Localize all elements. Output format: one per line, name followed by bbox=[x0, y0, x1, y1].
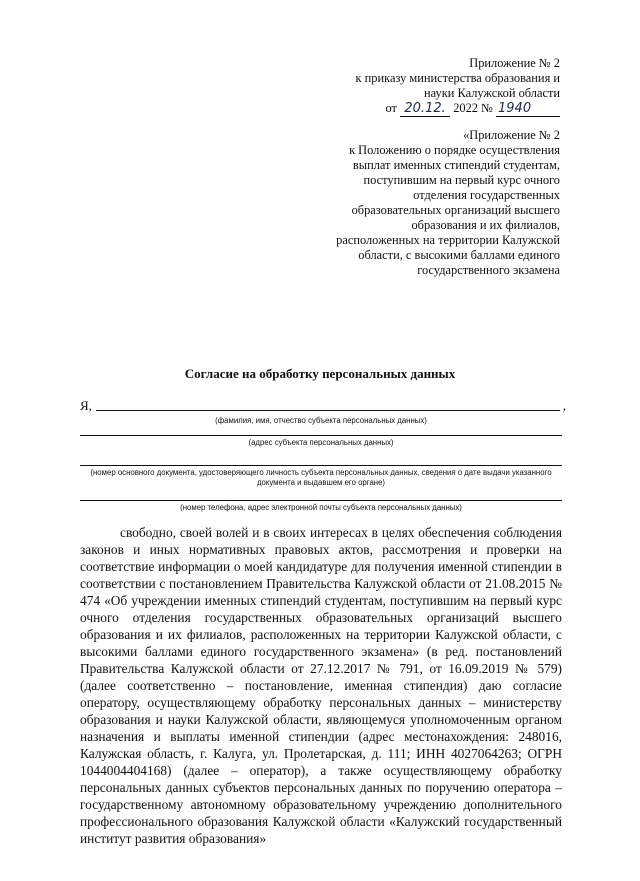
year-number-label: 2022 № bbox=[453, 101, 493, 115]
ya-label: Я, bbox=[80, 398, 92, 413]
fio-caption: (фамилия, имя, отчество субъекта персональных данных) bbox=[215, 416, 427, 425]
annex-order-ref: к приказу министерства образования и bbox=[355, 71, 560, 85]
consent-paragraph: свободно, своей волей и в своих интересах в целях обеспечения соблюдения законов и иных нормативных правовых актов, рассмотрения и проверки на соответствие информации о моей кандидатуре для получения именной стипендии в соответствии с постановлением Правительства Калужской области от 21.08.2015 № 474 «Об учреждении именных стипендий студентам, поступившим на первый курс очного отделения государственных образовательных организаций высшего образования и их филиалов, расположенных на территории Калужской области, с высокими баллами единого государственного экзамена» (в ред. постановлений Правительства Калужской области от 27.12.2017 № 791, от 16.09.2019 № 579) (далее соответственно – постановление, именная стипендия) даю согласие оператору, осуществляющему обработку персональных данных – министерству образования и науки Калужской области, являющемуся уполномоченным органом назначения и выплаты именной стипендии (адрес местонахождения: 248016, Калужская область, г. Калуга, ул. Пролетарская, д. 111; ИНН 4027064263; ОГРН 1044004404168) (далее – оператор), а также осуществляющему обработку персональных данных субъектов персональных данных по поручению оператора – государственному автономному образовательному учреждению дополнительного профессионального образования Калужской области «Калужский государственный институт развития образования» bbox=[80, 525, 562, 846]
fio-field-row bbox=[80, 398, 566, 414]
document-title: Согласие на обработку персональных данных bbox=[184, 366, 456, 381]
address-caption: (адрес субъекта персональных данных) bbox=[248, 438, 394, 447]
handwritten-date: 20.12. bbox=[400, 102, 450, 117]
annex-number: Приложение № 2 bbox=[469, 56, 560, 70]
annex-ministry: науки Калужской области bbox=[424, 86, 560, 100]
regulation-line: к Положению о порядке осуществления bbox=[349, 143, 560, 157]
handwritten-number: 1940 bbox=[496, 102, 560, 117]
regulation-line: расположенных на территории Калужской bbox=[336, 233, 560, 247]
regulation-line: образования и их филиалов, bbox=[411, 218, 560, 232]
regulation-line: «Приложение № 2 bbox=[463, 128, 560, 142]
regulation-line: выплат именных стипендий студентам, bbox=[352, 158, 560, 172]
annex-date-line bbox=[356, 101, 560, 117]
address-blank-line bbox=[80, 435, 562, 436]
document-blank-line bbox=[80, 465, 562, 466]
fio-blank-line bbox=[96, 410, 560, 411]
regulation-line: отделения государственных bbox=[413, 188, 560, 202]
phone-blank-line bbox=[80, 500, 562, 501]
annex-order-header bbox=[356, 56, 560, 117]
date-prefix: от bbox=[385, 101, 397, 115]
regulation-line: образовательных организаций высшего bbox=[351, 203, 560, 217]
document-caption: (номер основного документа, удостоверяющего личность субъекта персональных данных, сведения о дате выдачи указанного документа и выдавшем его органе) bbox=[90, 468, 552, 487]
regulation-line: государственного экзамена bbox=[417, 263, 560, 277]
consent-body bbox=[80, 524, 562, 847]
regulation-line: области, с высокими баллами единого bbox=[358, 248, 560, 262]
regulation-line: поступившим на первый курс очного bbox=[363, 173, 560, 187]
annex-regulation-header bbox=[336, 128, 560, 278]
phone-caption: (номер телефона, адрес электронной почты субъекта персональных данных) bbox=[180, 503, 462, 512]
ya-comma: , bbox=[562, 398, 566, 413]
